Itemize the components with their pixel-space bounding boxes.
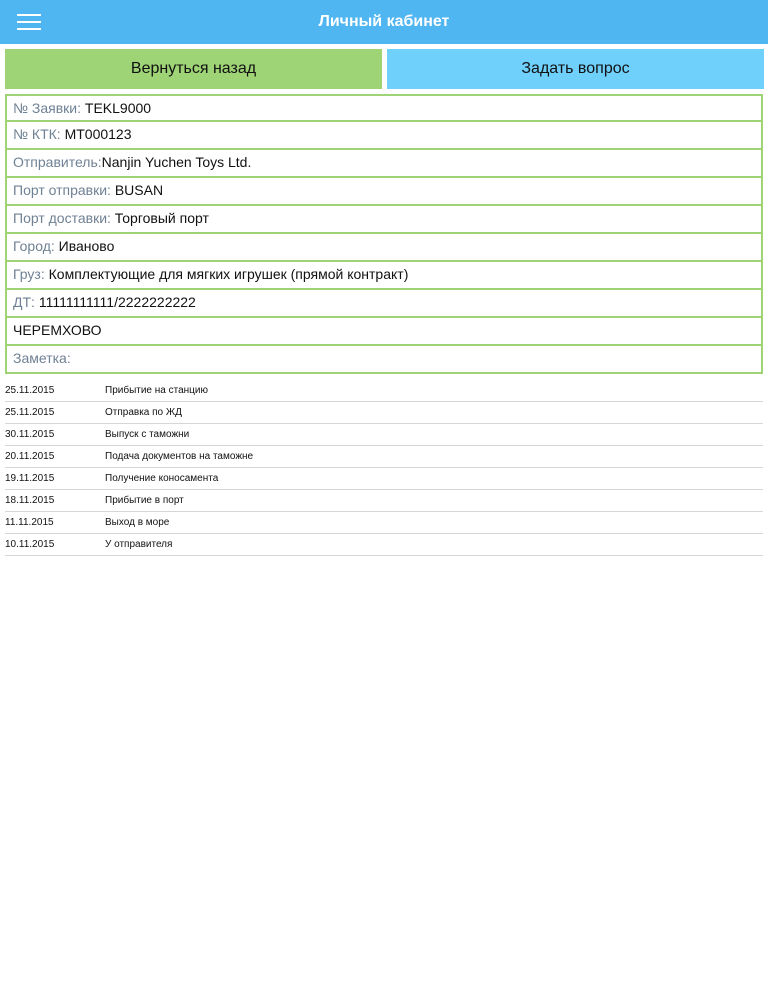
info-value: ЧЕРЕМХОВО xyxy=(13,322,102,338)
info-row-order-number xyxy=(5,94,763,122)
info-label: № Заявки: xyxy=(13,100,82,116)
info-value: 11111111111/2222222222 xyxy=(38,294,196,310)
history-date: 19.11.2015 xyxy=(5,473,55,484)
page-title: Личный кабинет xyxy=(318,13,450,30)
top-bar xyxy=(0,0,768,44)
status-history-list xyxy=(5,380,763,556)
info-label: Отправитель: xyxy=(13,154,102,170)
info-value: TEKL9000 xyxy=(84,100,152,116)
history-date: 20.11.2015 xyxy=(5,451,55,462)
info-row-note xyxy=(5,346,763,374)
history-date: 30.11.2015 xyxy=(5,429,55,440)
history-status: Прибытие в порт xyxy=(105,495,184,506)
info-label: Заметка: xyxy=(13,350,71,366)
info-label: Порт отправки: xyxy=(13,182,111,198)
history-status: Отправка по ЖД xyxy=(105,407,182,418)
info-row-city xyxy=(5,234,763,262)
history-status: Выпуск с таможни xyxy=(105,429,190,440)
history-date: 18.11.2015 xyxy=(5,495,55,506)
history-date: 25.11.2015 xyxy=(5,407,55,418)
info-row-departure-port xyxy=(5,178,763,206)
history-date: 10.11.2015 xyxy=(5,539,55,550)
info-row-station xyxy=(5,318,763,346)
history-status: Подача документов на таможне xyxy=(105,451,254,462)
order-info-table xyxy=(5,94,763,374)
history-row xyxy=(5,490,763,512)
info-row-cargo xyxy=(5,262,763,290)
info-value: Торговый порт xyxy=(114,210,209,226)
history-row xyxy=(5,446,763,468)
info-label: Груз: xyxy=(13,266,45,282)
history-row xyxy=(5,402,763,424)
history-row xyxy=(5,468,763,490)
info-row-sender xyxy=(5,150,763,178)
info-label: Город: xyxy=(13,238,55,254)
info-value: Иваново xyxy=(58,238,115,254)
info-label: Порт доставки: xyxy=(13,210,111,226)
history-status: Прибытие на станцию xyxy=(105,385,208,396)
history-status: У отправителя xyxy=(105,539,173,550)
history-row xyxy=(5,534,763,556)
info-value: Комплектующие для мягких игрушек (прямой контракт) xyxy=(48,266,409,282)
history-row xyxy=(5,424,763,446)
info-row-declaration xyxy=(5,290,763,318)
info-value: MT000123 xyxy=(64,126,132,142)
info-row-delivery-port xyxy=(5,206,763,234)
info-label: № КТК: xyxy=(13,126,61,142)
info-value: Nanjin Yuchen Toys Ltd. xyxy=(101,154,252,170)
history-date: 25.11.2015 xyxy=(5,385,55,396)
history-row xyxy=(5,512,763,534)
info-label: ДТ: xyxy=(13,294,35,310)
ask-question-button[interactable]: Задать вопрос xyxy=(387,49,764,89)
back-button[interactable]: Вернуться назад xyxy=(5,49,382,89)
info-row-container-number xyxy=(5,122,763,150)
history-date: 11.11.2015 xyxy=(5,517,54,528)
history-row xyxy=(5,380,763,402)
history-status: Получение коносамента xyxy=(105,473,219,484)
info-value: BUSAN xyxy=(114,182,164,198)
history-status: Выход в море xyxy=(105,517,170,528)
